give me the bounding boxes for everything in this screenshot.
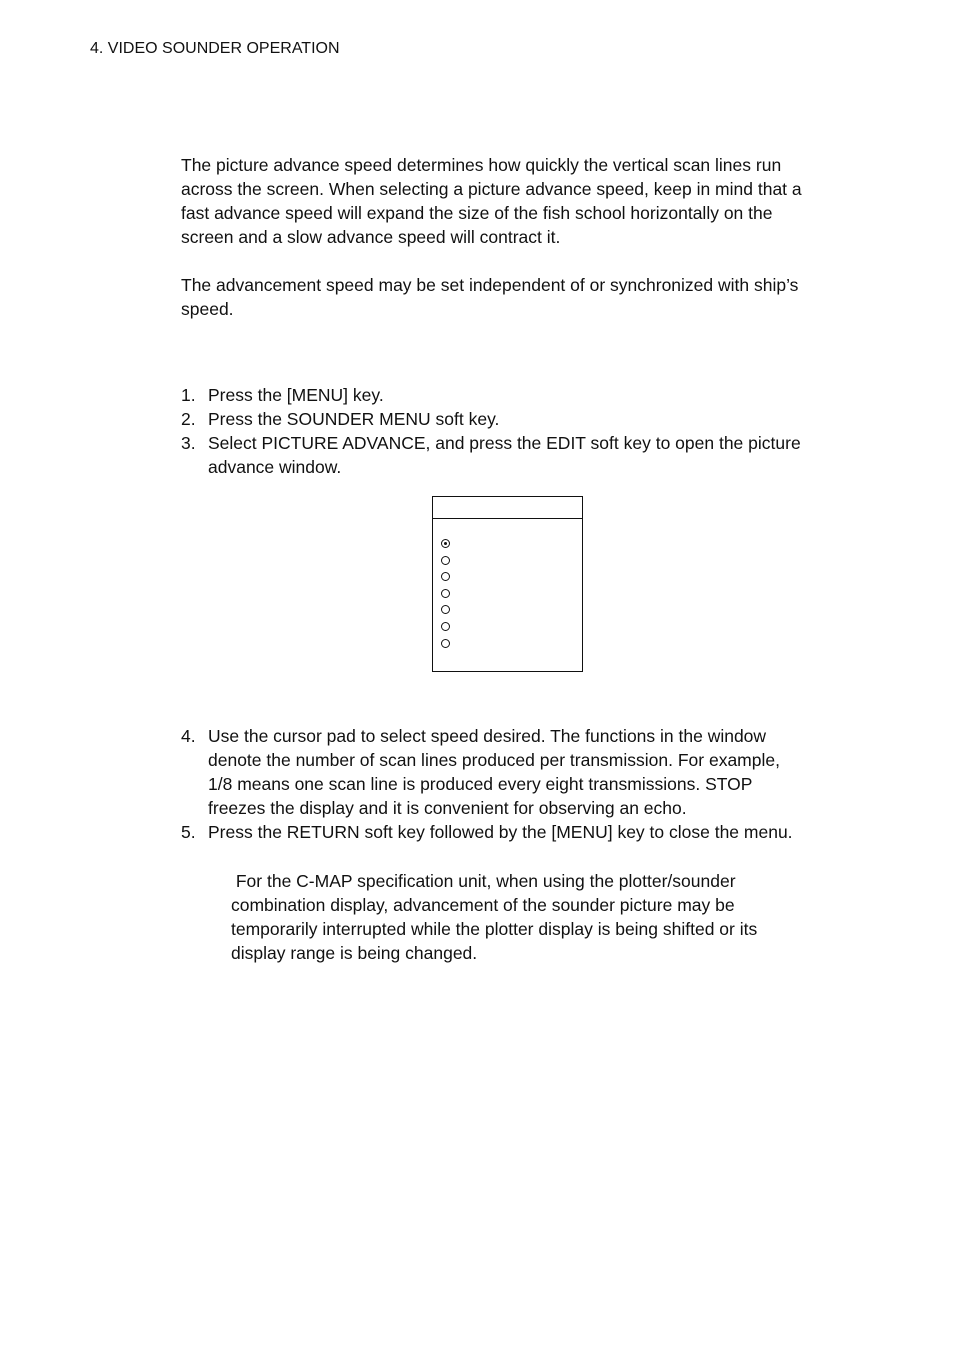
step-text: Use the cursor pad to select speed desired. The functions in the window: [208, 726, 767, 746]
text-line: across the screen. When selecting a picture advance speed, keep in mind that a: [181, 179, 802, 199]
speed-option-radio[interactable]: [441, 639, 450, 648]
text-line: speed.: [181, 299, 234, 319]
speed-option-radio[interactable]: [441, 556, 450, 565]
procedure-steps-4-5: [181, 724, 861, 844]
step-number: 4.: [181, 726, 196, 746]
text-line: screen and a slow advance speed will contract it.: [181, 227, 561, 247]
running-header: 4. VIDEO SOUNDER OPERATION: [90, 40, 340, 57]
step-text: Press the RETURN soft key followed by the [MENU] key to close the menu.: [208, 822, 793, 842]
step-number: 1.: [181, 385, 196, 405]
picture-advance-window: [432, 496, 583, 672]
step-4: [181, 724, 861, 820]
note-paragraph: [231, 869, 831, 965]
intro-paragraph-1: [181, 153, 841, 249]
speed-option-radio-selected[interactable]: [441, 539, 450, 548]
speed-option-radio[interactable]: [441, 572, 450, 581]
step-text: freezes the display and it is convenient for observing an echo.: [208, 798, 687, 818]
step-text: denote the number of scan lines produced per transmission. For example,: [208, 750, 780, 770]
note-line: combination display, advancement of the sounder picture may be: [231, 895, 735, 915]
step-1: [181, 383, 861, 407]
step-text: Select PICTURE ADVANCE, and press the EDIT soft key to open the picture: [208, 433, 801, 453]
speed-option-radio[interactable]: [441, 622, 450, 631]
speed-options-list: [441, 539, 450, 655]
step-text: Press the [MENU] key.: [208, 385, 384, 405]
window-title-bar: [433, 497, 582, 519]
note-line: temporarily interrupted while the plotter display is being shifted or its: [231, 919, 758, 939]
procedure-steps-1-3: [181, 383, 861, 479]
speed-option-radio[interactable]: [441, 589, 450, 598]
intro-paragraph-2: [181, 273, 841, 321]
note-line: display range is being changed.: [231, 943, 478, 963]
text-line: The picture advance speed determines how quickly the vertical scan lines run: [181, 155, 782, 175]
note-line: For the C-MAP specification unit, when using the plotter/sounder: [231, 871, 736, 891]
step-2: [181, 407, 861, 431]
text-line: The advancement speed may be set independent of or synchronized with ship’s: [181, 275, 799, 295]
step-3: [181, 431, 861, 479]
step-text: 1/8 means one scan line is produced every eight transmissions. STOP: [208, 774, 753, 794]
step-text: advance window.: [208, 457, 342, 477]
text-line: fast advance speed will expand the size of the fish school horizontally on the: [181, 203, 773, 223]
step-text: Press the SOUNDER MENU soft key.: [208, 409, 500, 429]
step-number: 3.: [181, 433, 196, 453]
speed-option-radio[interactable]: [441, 605, 450, 614]
step-number: 2.: [181, 409, 196, 429]
step-5: [181, 820, 861, 844]
step-number: 5.: [181, 822, 196, 842]
